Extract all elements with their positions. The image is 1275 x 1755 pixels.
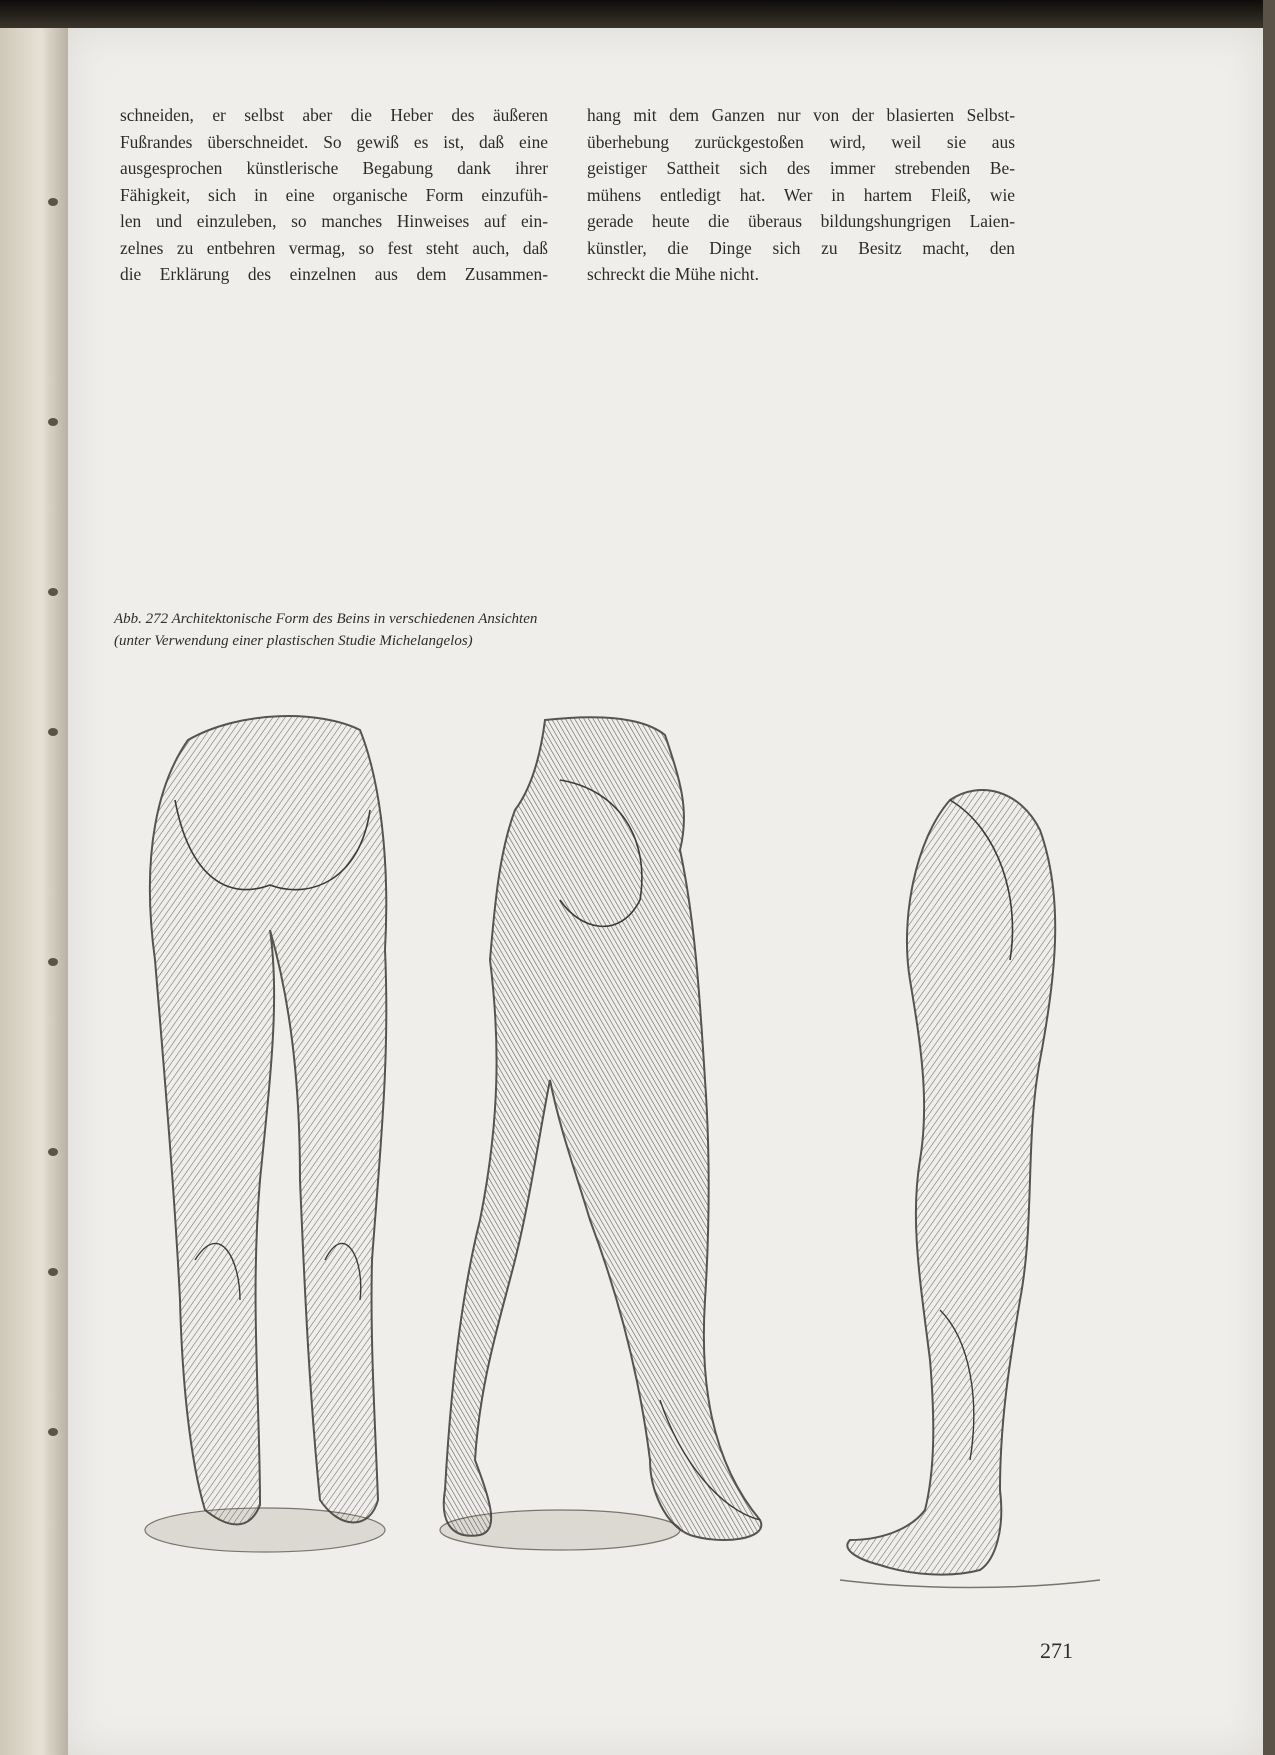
text-column-left [120, 102, 548, 288]
text-line: ausgesprochen künstlerische Begabung dank ihrer [120, 158, 548, 178]
text-line: gerade heute die überaus bildungshungrigen Laien- [587, 211, 1015, 231]
text-line: überhebung zurückgestoßen wird, weil sie aus [587, 131, 1015, 152]
leg-anatomy-illustration [120, 700, 1140, 1640]
book-right-edge [1263, 0, 1275, 1755]
caption-line: (unter Verwendung einer plastischen Studie Michelangelos) [114, 633, 473, 649]
leg-outline [847, 790, 1055, 1575]
text-line: die Erklärung des einzelnen aus dem Zusammen- [120, 264, 548, 284]
book-binding-edge [0, 28, 68, 1755]
binding-mark [48, 1148, 58, 1156]
page-number: 271 [1040, 1638, 1073, 1663]
book-top-edge [0, 0, 1275, 28]
text-line: schneiden, er selbst aber die Heber des äußeren [120, 105, 548, 125]
legs-oblique-view [440, 717, 761, 1550]
binding-mark [48, 958, 58, 966]
text-line: len und einzuleben, so manches Hinweises auf ein- [120, 211, 548, 231]
text-line: künstler, die Dinge sich zu Besitz macht, den [587, 237, 1015, 258]
figure-caption [114, 608, 537, 652]
text-line: hang mit dem Ganzen nur von der blasierten Selbst- [587, 105, 1015, 125]
text-line: geistiger Sattheit sich des immer strebenden Be- [587, 158, 1015, 178]
text-line: zelnes zu entbehren vermag, so fest steht auch, daß [120, 237, 548, 258]
text-line: Fußrandes überschneidet. So gewiß es ist, daß eine [120, 131, 548, 152]
text-column-right [587, 102, 1015, 288]
binding-mark [48, 1428, 58, 1436]
legs-back-view [145, 716, 386, 1552]
binding-mark [48, 728, 58, 736]
leg-pair-outline [444, 717, 762, 1540]
binding-mark [48, 588, 58, 596]
binding-mark [48, 198, 58, 206]
ground-line [840, 1580, 1100, 1588]
binding-mark [48, 1268, 58, 1276]
leg-side-view [840, 790, 1100, 1588]
text-line: mühens entledigt hat. Wer in hartem Fleiß, wie [587, 184, 1015, 205]
text-line: schreckt die Mühe nicht. [587, 264, 759, 284]
caption-line: Abb. 272 Architektonische Form des Beins in verschiedenen Ansichten [114, 611, 538, 627]
text-line: Fähigkeit, sich in eine organische Form einzufüh- [120, 184, 548, 205]
binding-mark [48, 418, 58, 426]
